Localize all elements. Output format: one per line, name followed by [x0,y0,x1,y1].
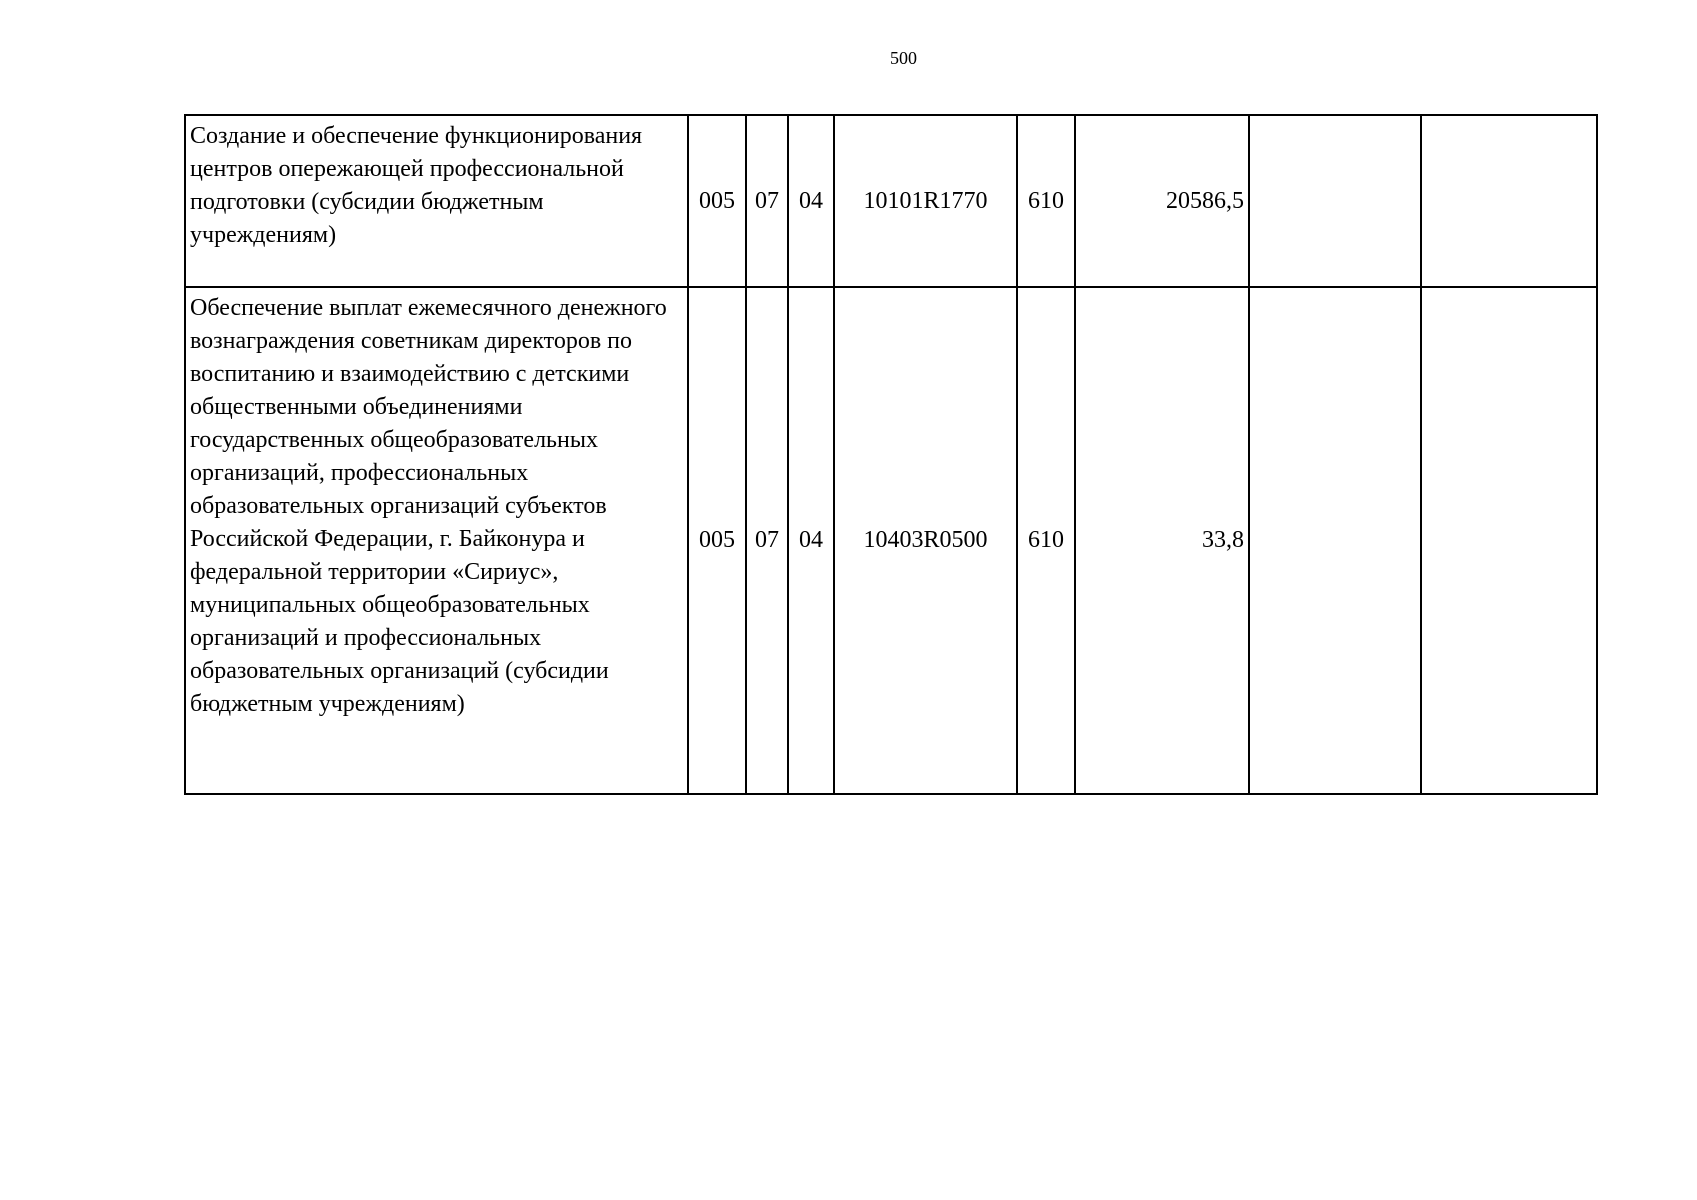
expense-type-cell: 610 [1017,115,1075,287]
empty-cell [1421,287,1597,794]
table-row [185,287,1597,794]
amount-cell: 33,8 [1075,287,1249,794]
row-description: Обеспечение выплат ежемесячного денежного вознаграждения советникам директоров по воспитанию и взаимодействию с детскими общественными объединениями государственных общеобразовательных организаций, профессиональных образовательных организаций субъектов Российской Федерации, г. Байконура и федеральной территории «Сириус», муниципальных общеобразовательных организаций и профессиональных образовательных организаций (субсидии бюджетным учреждениям) [185,287,688,794]
target-article-cell: 10403R0500 [834,287,1017,794]
target-article-cell: 10101R1770 [834,115,1017,287]
empty-cell [1421,115,1597,287]
row-description: Создание и обеспечение функционирования центров опережающей профессиональной подготовки (субсидии бюджетным учреждениям) [185,115,688,287]
table-row [185,115,1597,287]
ministry-code-cell: 005 [688,115,746,287]
subsection-cell: 04 [788,115,834,287]
page-number: 500 [890,48,917,68]
subsection-cell: 04 [788,287,834,794]
section-cell: 07 [746,287,788,794]
amount-cell: 20586,5 [1075,115,1249,287]
section-cell: 07 [746,115,788,287]
ministry-code-cell: 005 [688,287,746,794]
empty-cell [1249,287,1421,794]
expense-type-cell: 610 [1017,287,1075,794]
budget-table [184,114,1598,795]
empty-cell [1249,115,1421,287]
